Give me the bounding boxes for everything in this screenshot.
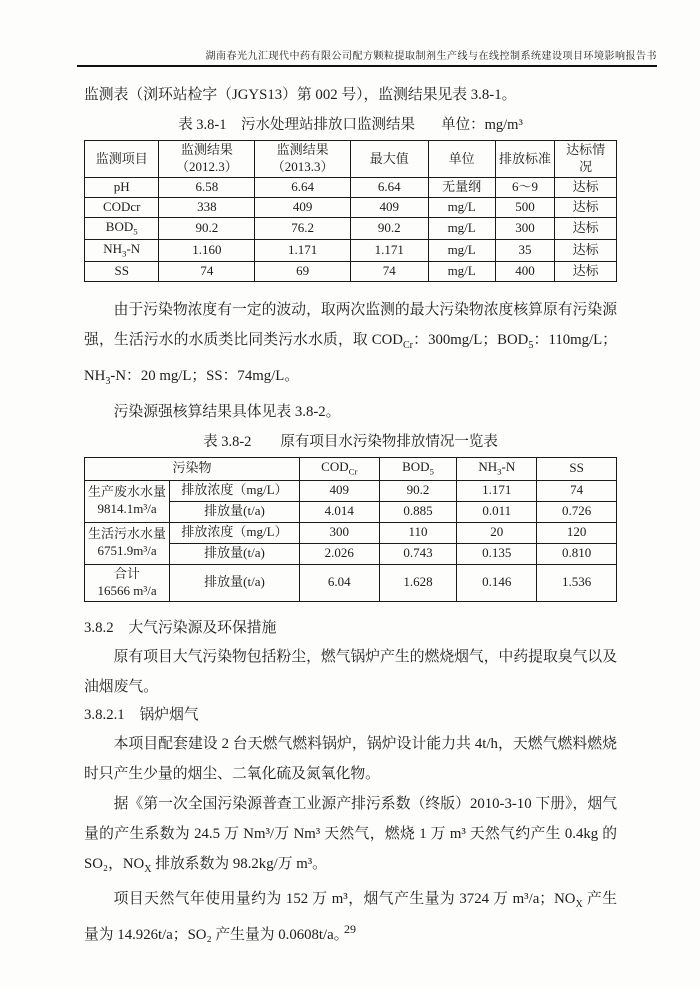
page-number: 29 (344, 922, 356, 936)
table-cell: 0.135 (457, 543, 537, 564)
table-cell: 20 (457, 522, 537, 543)
table-cell: 1.160 (159, 239, 255, 261)
table-cell: 74 (537, 480, 617, 501)
table-cell: 0.885 (379, 501, 457, 522)
paragraph-see-table2: 污染源强核算结果具体见表 3.8-2。 (113, 403, 341, 420)
table-cell: 0.726 (537, 501, 617, 522)
column-header-compliance: 达标情 况 (555, 141, 617, 178)
table1-row-ph (85, 178, 617, 198)
table-cell: mg/L (428, 261, 495, 281)
table-cell: 4.014 (299, 501, 379, 522)
group-label-production-wastewater: 生产废水水量 9814.1m³/a (85, 480, 170, 522)
metric-label: 排放量(t/a) (170, 564, 300, 601)
table1-caption-unit: 单位：mg/m³ (441, 117, 523, 133)
table-cell: pH (85, 178, 159, 198)
column-header-codcr: $COD_{Cr}$ (299, 457, 379, 480)
column-header-bod5: $BOD_5$ (379, 457, 457, 480)
column-header-max: 最大值 (350, 141, 428, 178)
column-header-pollutant: 污染物 (85, 457, 300, 480)
column-header-result-2013: 监测结果 （2013.3） (255, 141, 351, 178)
table-cell: 6.64 (255, 178, 351, 198)
table-cell: 1.536 (537, 564, 617, 601)
table1-row-nh3n (85, 239, 617, 261)
group-label-domestic-sewage: 生活污水水量 6751.9m³/a (85, 522, 170, 564)
table-cell: mg/L (428, 239, 495, 261)
table-cell: 90.2 (159, 217, 255, 239)
header-title: 湖南春光九汇现代中药有限公司配方颗粒提取制剂生产线与在线控制系统建设项目环境影响报告书 (205, 51, 657, 62)
table-cell: 409 (350, 197, 428, 217)
paragraph-emission-coefficient: 据《第一次全国污染源普查工业源产排污系数（终版）2010-3-10 下册》，烟气量的产生系数为 24.5 万 Nm³/万 Nm³ 天然气，燃烧 1 万 m³ 天然气约产生 0.4kg 的 SO₂，$NO_X$ 排放系数为 98.2kg/万 m³。 (84, 795, 617, 875)
table1-caption (84, 113, 617, 137)
column-header-nh3n: $NH_3-N$ (457, 457, 537, 480)
table-cell: 74 (159, 261, 255, 281)
table-cell: 409 (255, 197, 351, 217)
metric-label: 排放量(t/a) (170, 501, 300, 522)
column-header-result-2012: 监测结果 （2012.3） (159, 141, 255, 178)
metric-label: 排放浓度（mg/L） (170, 480, 300, 501)
table-cell: 69 (255, 261, 351, 281)
table2-row-total (85, 564, 617, 601)
table1-row-codcr (85, 197, 617, 217)
table-cell: 达标 (555, 239, 617, 261)
table-cell: 35 (495, 239, 555, 261)
table-cell: $BOD_5$ (85, 217, 159, 239)
table-cell: 1.171 (350, 239, 428, 261)
table-cell: mg/L (428, 217, 495, 239)
table-cell: 90.2 (379, 480, 457, 501)
metric-label: 排放浓度（mg/L） (170, 522, 300, 543)
paragraph-gas-usage: 项目天然气年使用量约为 152 万 m³，烟气产生量为 3724 万 m³/a；$NO_X$ 产生量为 14.926t/a；SO₂ 产生量为 0.0608t/a。 (84, 891, 617, 944)
table-cell: 300 (299, 522, 379, 543)
column-header-standard: 排放标准 (495, 141, 555, 178)
table-cell: 达标 (555, 197, 617, 217)
table-cell: SS (85, 261, 159, 281)
table-cell: 338 (159, 197, 255, 217)
table-cell: 达标 (555, 178, 617, 198)
table-cell: 409 (299, 480, 379, 501)
table-cell: 1.628 (379, 564, 457, 601)
table-cell: 0.146 (457, 564, 537, 601)
table-3-8-1 (84, 140, 617, 282)
table1-caption-text: 表 3.8-1 污水处理站排放口监测结果 (178, 117, 416, 133)
table1-row-bod5 (85, 217, 617, 239)
column-header-ss: SS (537, 457, 617, 480)
paragraph-boiler: 本项目配套建设 2 台天燃气燃料锅炉，锅炉设计能力共 4t/h，天燃气燃料燃烧时只产生少量的烟尘、二氧化硫及氮氧化物。 (84, 735, 617, 782)
table-cell: 120 (537, 522, 617, 543)
column-header-item: 监测项目 (85, 141, 159, 178)
page-content (84, 80, 617, 950)
page-header (77, 0, 657, 67)
table-cell: 90.2 (350, 217, 428, 239)
table-3-8-2 (84, 457, 617, 602)
table-cell: 达标 (555, 217, 617, 239)
column-header-unit: 单位 (428, 141, 495, 178)
section-heading-3-8-2: 3.8.2 大气污染源及环保措施 (84, 619, 277, 636)
table-cell: 76.2 (255, 217, 351, 239)
table1-row-ss (85, 261, 617, 281)
table-cell: $NH_3-N$ (85, 239, 159, 261)
table2-row-domestic-concentration (85, 522, 617, 543)
table-cell: 6.64 (350, 178, 428, 198)
table-cell: 6.04 (299, 564, 379, 601)
paragraph-fluctuation: 由于污染物浓度有一定的波动，取两次监测的最大污染物浓度核算原有污染源强，生活污水的水质类比同类污水水质，取 $COD_{Cr}$：300mg/L；$BOD_5$：110mg/L；$NH_3-N$：20 mg/L；SS：74mg/L。 (84, 301, 617, 387)
table-cell: 300 (495, 217, 555, 239)
table-cell: 2.026 (299, 543, 379, 564)
paragraph-air-pollution-sources: 原有项目大气污染物包括粉尘，燃气锅炉产生的燃烧烟气，中药提取臭气以及油烟废气。 (84, 648, 617, 695)
table2-caption (84, 430, 617, 454)
paragraph-monitoring-intro: 监测表（浏环站检字（JGYS13）第 002 号），监测结果见表 3.8-1。 (84, 87, 517, 103)
table-cell: 500 (495, 197, 555, 217)
table-cell: 6～9 (495, 178, 555, 198)
table-cell: 74 (350, 261, 428, 281)
table-cell: CODcr (85, 197, 159, 217)
table-cell: 0.011 (457, 501, 537, 522)
group-label-total: 合计 16566 m³/a (85, 564, 170, 601)
metric-label: 排放量(t/a) (170, 543, 300, 564)
table2-header-row (85, 457, 617, 480)
section-heading-3-8-2-1: 3.8.2.1 锅炉烟气 (84, 706, 199, 723)
table-cell: 110 (379, 522, 457, 543)
table-cell: 0.743 (379, 543, 457, 564)
table2-row-production-concentration (85, 480, 617, 501)
table1-header-row (85, 141, 617, 178)
table-cell: mg/L (428, 197, 495, 217)
table-cell: 1.171 (457, 480, 537, 501)
table-cell: 1.171 (255, 239, 351, 261)
table-cell: 400 (495, 261, 555, 281)
table-cell: 0.810 (537, 543, 617, 564)
page-footer (0, 922, 700, 937)
table2-caption-text: 表 3.8-2 原有项目水污染物排放情况一览表 (203, 433, 498, 450)
table-cell: 6.58 (159, 178, 255, 198)
table-cell: 无量纲 (428, 178, 495, 198)
table-cell: 达标 (555, 261, 617, 281)
